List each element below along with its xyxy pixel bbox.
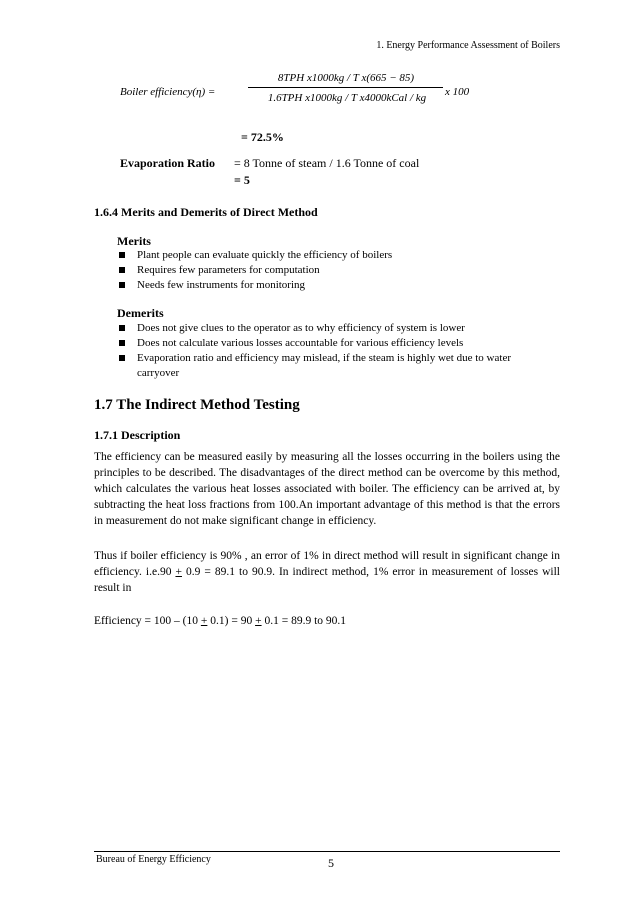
evaporation-ratio-equation: = 8 Tonne of steam / 1.6 Tonne of coal <box>234 156 420 170</box>
bullet-square-icon <box>119 267 125 273</box>
description-paragraph: The efficiency can be measured easily by measuring all the losses occurring in the boilers using the principles to be described. The disadvantages of the direct method can be overcome by this method, which calculates the various heat losses associated with boiler. The efficiency can be arrived at, by subtracting the heat loss fractions from 100.An important advantage of this method is that the errors in measurement do not make significant change in efficiency. <box>94 451 560 527</box>
formula-denominator: 1.6TPH x1000kg / T x4000kCal / kg <box>267 92 427 104</box>
bullet-square-icon <box>119 355 125 361</box>
equation-text: 0.1) = 90 <box>207 615 256 627</box>
merits-title: Merits <box>117 234 151 248</box>
bullet-square-icon <box>119 282 125 288</box>
equation-text: 0.1 = 89.9 to 90.1 <box>261 615 347 627</box>
subsection-heading-description: 1.7.1 Description <box>94 428 181 442</box>
list-item <box>117 263 547 278</box>
section-heading-merits-demerits: 1.6.4 Merits and Demerits of Direct Method <box>94 205 318 219</box>
evaporation-ratio-label: Evaporation Ratio <box>120 156 216 170</box>
paragraph-text: 0.9 = 89.1 to 90.9. In indirect method, 1% error in measurement of losses will result in <box>94 566 561 594</box>
plus-minus-symbol: + <box>175 566 182 578</box>
plus-minus-symbol: + <box>255 615 262 627</box>
running-header: 1. Energy Performance Assessment of Boilers <box>376 40 560 51</box>
bullet-square-icon <box>119 325 125 331</box>
equation-text: Efficiency = 100 – (10 <box>94 615 201 627</box>
plus-minus-symbol: + <box>200 615 208 627</box>
list-item-text: Does not calculate various losses accountable for various efficiency levels <box>137 337 464 349</box>
list-item-text: Needs few instruments for monitoring <box>137 279 306 291</box>
page-number: 5 <box>328 856 334 870</box>
fraction-bar <box>248 87 443 88</box>
list-item-text: Does not give clues to the operator as to why efficiency of system is lower <box>137 322 465 334</box>
efficiency-range-line <box>94 613 560 629</box>
list-item <box>117 336 547 351</box>
paragraph-text: Thus if boiler efficiency is 90% , an error of 1% in direct method will result in significant change in efficiency. i.e.90 <box>94 550 560 578</box>
list-item <box>117 321 547 336</box>
demerits-title: Demerits <box>117 306 164 320</box>
list-item <box>117 351 547 381</box>
list-item <box>117 248 547 263</box>
bullet-square-icon <box>119 340 125 346</box>
merits-list <box>117 248 547 293</box>
evaporation-ratio-result: = 5 <box>234 173 250 187</box>
list-item-text: Plant people can evaluate quickly the efficiency of boilers <box>137 249 393 261</box>
list-item-text: Requires few parameters for computation <box>137 264 320 276</box>
list-item <box>117 278 547 293</box>
section-heading-indirect-method: 1.7 The Indirect Method Testing <box>94 397 300 413</box>
efficiency-result: = 72.5% <box>241 130 284 144</box>
list-item-text: Evaporation ratio and efficiency may mislead, if the steam is highly wet due to water carryover <box>137 352 511 379</box>
bullet-square-icon <box>119 252 125 258</box>
formula-lhs: Boiler efficiency(η) = <box>120 86 216 98</box>
formula-numerator: 8TPH x1000kg / T x(665 − 85) <box>277 72 415 84</box>
footer-organization: Bureau of Energy Efficiency <box>96 854 211 865</box>
footer-rule <box>94 851 560 852</box>
efficiency-formula <box>120 70 540 122</box>
formula-multiplier: x 100 <box>445 86 470 98</box>
demerits-list <box>117 321 547 381</box>
error-example-paragraph <box>94 548 560 596</box>
